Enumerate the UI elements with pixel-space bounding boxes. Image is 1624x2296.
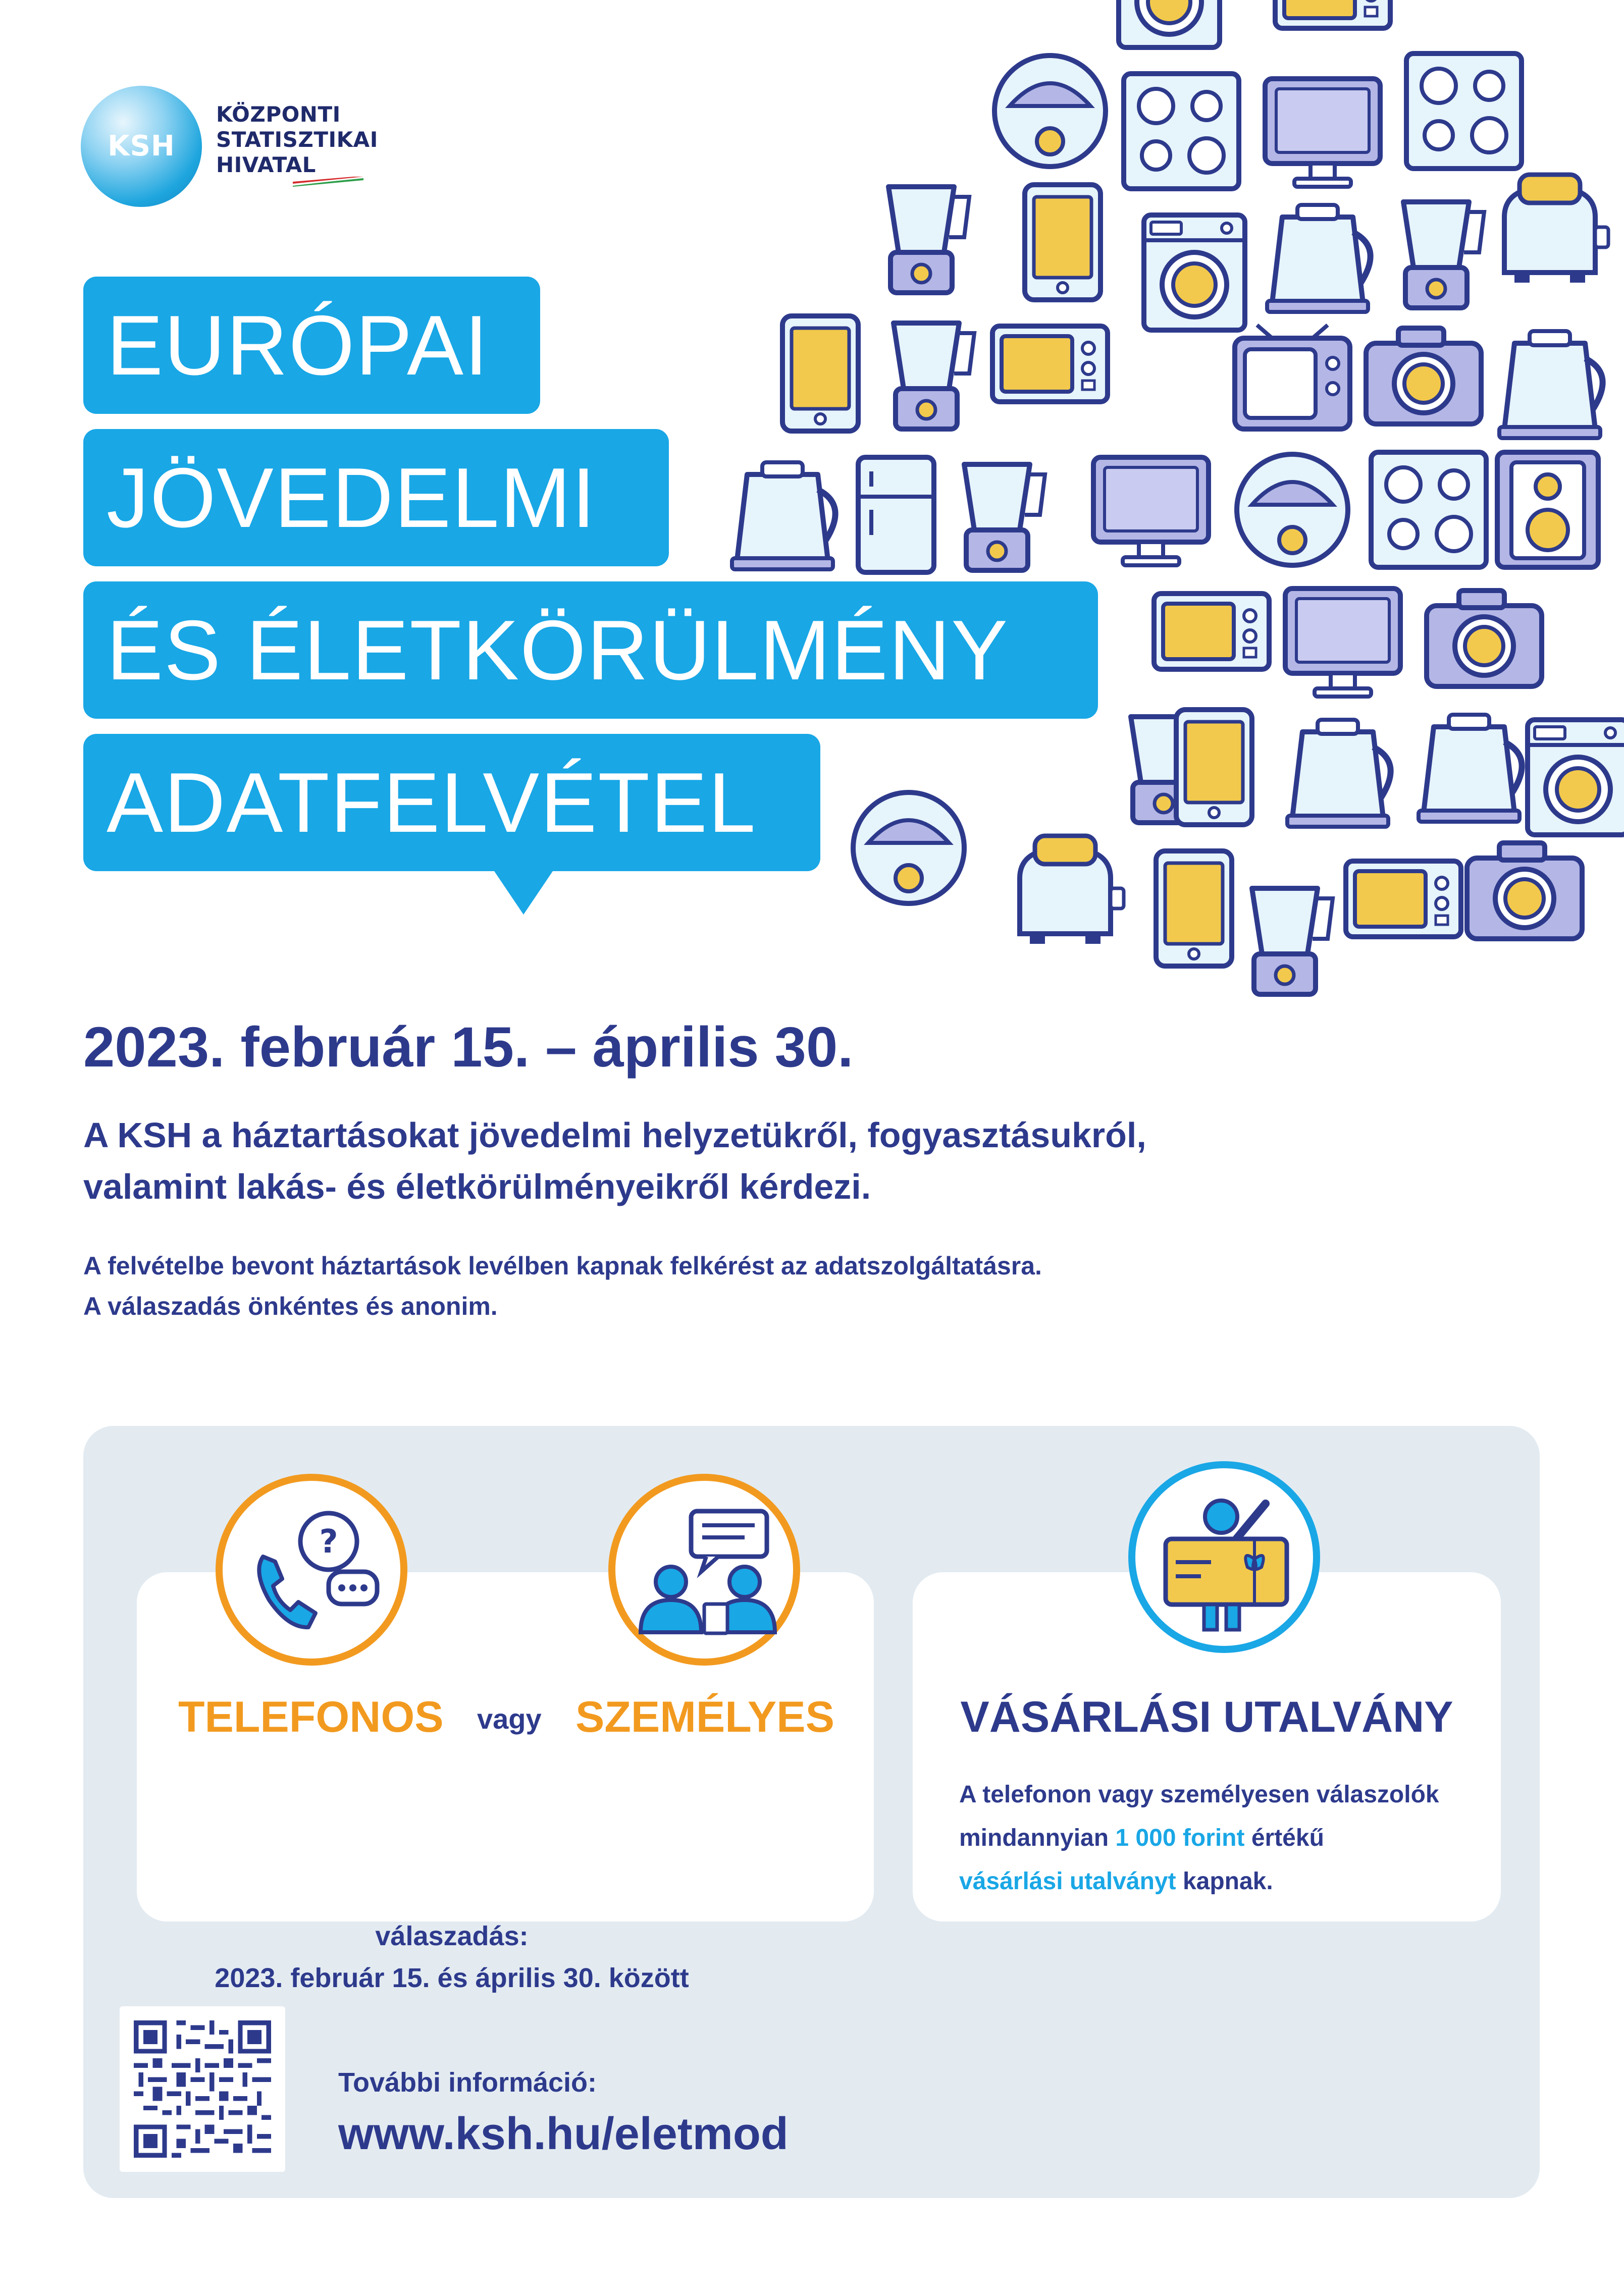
intro-paragraph — [83, 1109, 1345, 1212]
note-paragraph — [83, 1246, 1345, 1326]
mode-personal-label: SZEMÉLYES — [575, 1693, 834, 1741]
answer-period: 2023. február 15. és április 30. között — [215, 1963, 689, 1993]
headline-box-2 — [83, 429, 669, 566]
headline-line-4: ADATFELVÉTEL — [107, 755, 757, 850]
qr-code[interactable] — [120, 2006, 285, 2172]
headline-box-1 — [83, 277, 540, 414]
mode-connector: vagy — [477, 1703, 542, 1735]
ksh-logo-ball — [81, 86, 202, 207]
voucher-description — [959, 1773, 1484, 1903]
answer-label: válaszadás: — [375, 1921, 529, 1951]
svg-text:?: ? — [319, 1523, 338, 1561]
headline-line-1: EURÓPAI — [107, 298, 489, 393]
voucher-gift-card-icon — [1128, 1461, 1320, 1653]
note-line-1: A felvételbe bevont háztartások levélben kapnak felkérést az adatszolgáltatásra. — [83, 1252, 1042, 1280]
headline-line-3: ÉS ÉLETKÖRÜLMÉNY — [107, 603, 1009, 698]
info-panel — [83, 1426, 1540, 2198]
qr-code-icon — [134, 2020, 271, 2158]
more-info-link[interactable]: www.ksh.hu/eletmod — [338, 2109, 789, 2159]
logo-line-3: HIVATAL — [216, 152, 316, 177]
note-line-2: A válaszadás önkéntes és anonim. — [83, 1292, 498, 1320]
voucher-text-4: kapnak. — [1182, 1868, 1273, 1895]
voucher-amount: 1 000 forint — [1115, 1825, 1245, 1851]
speech-bubble-tail — [492, 868, 555, 915]
ksh-logo-wordmark — [216, 102, 398, 178]
headline-line-2: JÖVEDELMI — [107, 450, 597, 545]
interview-people-icon — [608, 1474, 800, 1666]
voucher-highlight: vásárlási utalványt — [959, 1868, 1176, 1895]
ksh-logo-abbr: KSH — [108, 130, 175, 163]
logo-line-1: KÖZPONTI — [216, 102, 341, 127]
intro-line-2: valamint lakás- és életkörülményeikről kérdezi. — [83, 1167, 871, 1206]
appliance-mosaic-illustration — [727, 0, 1624, 1040]
voucher-text-1: A telefonon vagy személyesen válaszolók — [959, 1781, 1439, 1808]
logo-line-2: STATISZTIKAI — [216, 127, 378, 152]
mode-phone-label: TELEFONOS — [178, 1693, 444, 1741]
headline-box-4 — [83, 734, 820, 871]
flag-swoosh-icon — [293, 177, 363, 187]
intro-line-1: A KSH a háztartásokat jövedelmi helyzetükről, fogyasztásukról, — [83, 1115, 1146, 1155]
survey-date-range: 2023. február 15. – április 30. — [83, 1016, 854, 1079]
more-info-label: További információ: — [338, 2067, 597, 2098]
voucher-text-3: értékű — [1251, 1825, 1324, 1851]
voucher-title: VÁSÁRLÁSI UTALVÁNY — [960, 1693, 1453, 1741]
phone-question-icon — [216, 1474, 407, 1666]
ksh-logo — [81, 81, 394, 212]
voucher-text-2: mindannyian — [959, 1825, 1109, 1851]
